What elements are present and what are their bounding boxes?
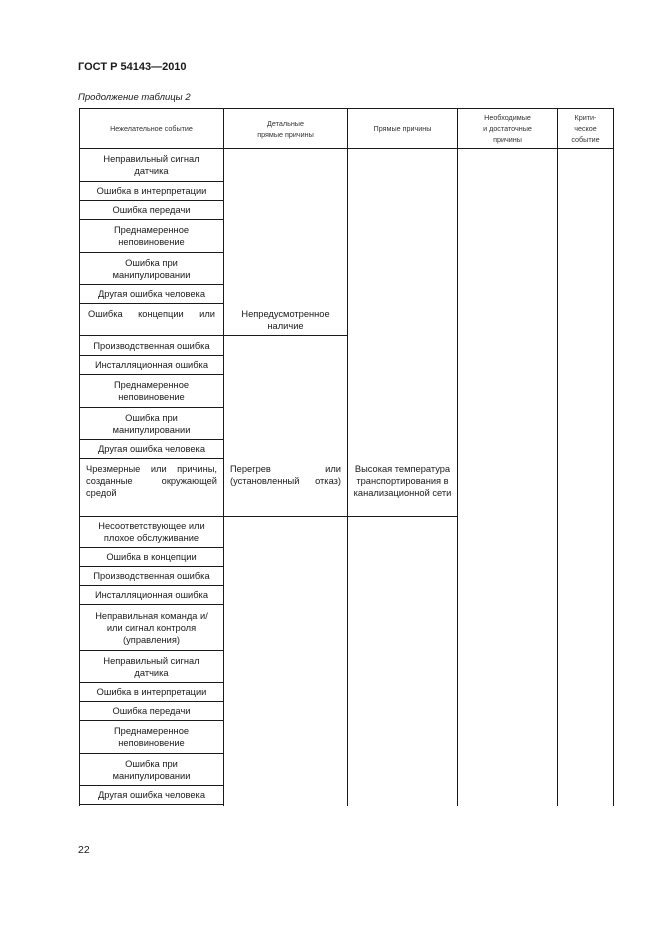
- event-cell: Ошибка в интерпретации: [96, 687, 207, 697]
- event-cell: Производственная ошибка: [93, 571, 210, 581]
- column-divider-4: [557, 108, 558, 806]
- detailed-cause-cell: Перегрев или (установленный отказ): [230, 464, 341, 486]
- event-cell: Инсталляционная ошибка: [94, 360, 208, 370]
- header-necessary-causes: Необходимые и достаточные причины: [483, 113, 532, 144]
- page-number: 22: [78, 844, 90, 856]
- event-cell: Ошибка при манипулировании: [112, 412, 191, 435]
- header-direct-causes: Прямые причины: [373, 124, 432, 133]
- event-cell: Преднамеренное неповиновение: [113, 380, 190, 402]
- event-cell: Неправильная команда и/или сигнал контроля (управления): [95, 610, 208, 645]
- event-cell: Чрезмерные или причины, созданные окружающей средой: [86, 464, 217, 498]
- event-cell: Ошибка передачи: [112, 706, 191, 716]
- column-divider-2: [347, 108, 348, 806]
- table-bottom-border: [79, 804, 224, 805]
- direct-cause-cell: Высокая температура транспортирования в канализационной сети: [353, 464, 452, 498]
- event-cell: Другая ошибка человека: [97, 444, 205, 454]
- event-cell: Ошибка в интерпретации: [96, 186, 207, 196]
- event-cell: Неправильный сигнал датчика: [103, 655, 200, 678]
- header-undesired-event: Нежелательное событие: [110, 124, 193, 133]
- row-divider: [79, 303, 224, 304]
- event-cell: Преднамеренное неповиновение: [113, 225, 190, 247]
- event-cell: Производственная ошибка: [93, 340, 210, 351]
- event-cell: Другая ошибка человека: [97, 790, 205, 800]
- event-cell: Ошибка передачи: [112, 205, 191, 215]
- header-detailed-causes: Детальные прямые причины: [257, 118, 314, 139]
- event-cell: Ошибка в концепции: [106, 552, 197, 562]
- document-title: ГОСТ Р 54143—2010: [78, 61, 187, 73]
- column-divider-3: [457, 108, 458, 806]
- event-cell: Ошибка при манипулировании: [112, 758, 191, 781]
- event-cell: Ошибка при манипулировании: [112, 257, 191, 280]
- header-critical-event: Крити- ческое событие: [571, 113, 600, 144]
- event-cell: Неправильный сигнал датчика: [103, 154, 200, 176]
- table-right-border: [613, 108, 614, 806]
- event-cell: Несоответствующее или плохое обслуживание: [98, 521, 205, 543]
- event-cell: Ошибка концепции или: [88, 309, 215, 319]
- event-cell: Преднамеренное неповиновение: [113, 726, 190, 748]
- table-caption: Продолжение таблицы 2: [78, 92, 191, 103]
- row-divider: [79, 458, 224, 459]
- event-cell: Другая ошибка человека: [97, 289, 205, 299]
- detailed-cause-cell: Непредусмотренное наличие: [241, 309, 330, 331]
- event-cell: Инсталляционная ошибка: [94, 590, 208, 600]
